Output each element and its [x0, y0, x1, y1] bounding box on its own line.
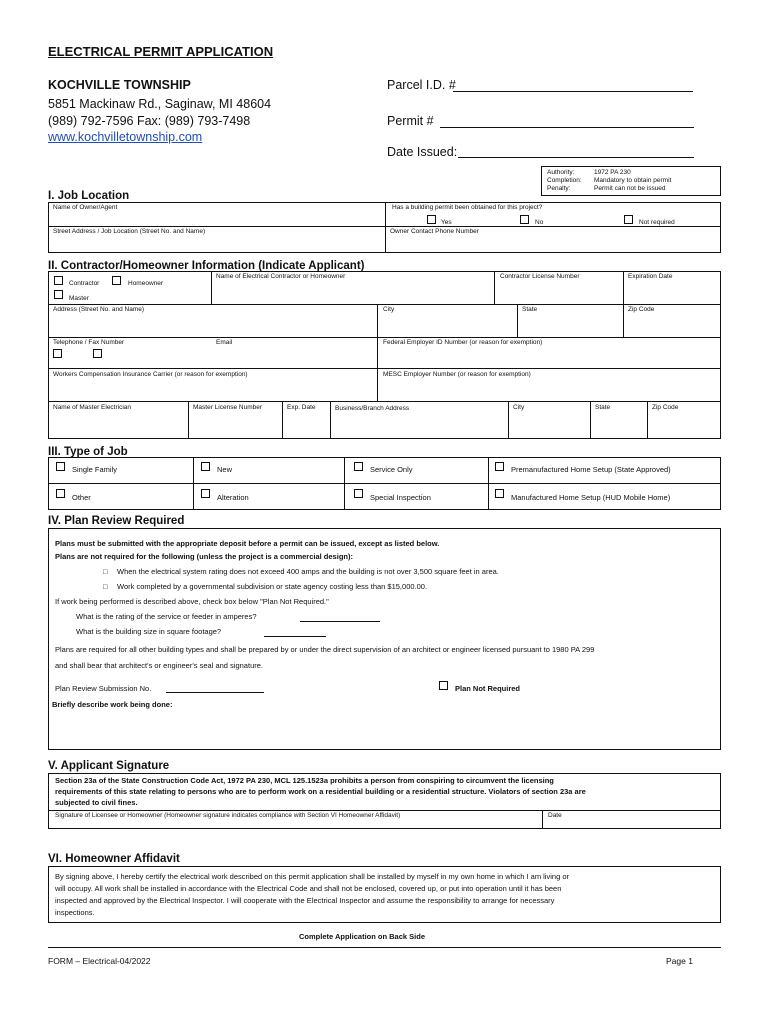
form-title: ELECTRICAL PERMIT APPLICATION [48, 44, 274, 59]
street-address-label: Street Address / Job Location (Street No. and Name) [53, 228, 206, 235]
homeowner-label: Homeowner [128, 280, 164, 287]
building-permit-question: Has a building permit been obtained for this project? [392, 204, 543, 211]
authority-value: 1972 PA 230 [594, 169, 631, 176]
signature-date-label: Date [548, 812, 562, 819]
township-phone-fax: (989) 792-7596 Fax: (989) 793-7498 [48, 114, 251, 128]
homeowner-checkbox[interactable] [112, 276, 121, 285]
master-label: Master [69, 295, 89, 302]
township-address: 5851 Mackinaw Rd., Saginaw, MI 48604 [48, 97, 272, 111]
master-city-label: City [513, 404, 525, 411]
contractor-name-label: Name of Electrical Contractor or Homeowner [216, 273, 346, 280]
amperes-question: What is the rating of the service or feeder in amperes? [76, 612, 257, 621]
contractor-state-label: State [522, 306, 538, 313]
authority-label: Authority: [547, 169, 575, 176]
owner-agent-label: Name of Owner/Agent [53, 204, 118, 211]
amperes-field[interactable] [300, 621, 380, 622]
signature-text-line3: subjected to civil fines. [55, 798, 138, 807]
affidavit-line1: By signing above, I hereby certify the electrical work described on this permit application shall be installed by myself in my own home in which I am living or [55, 872, 569, 881]
master-state-label: State [595, 404, 611, 411]
township-website-link[interactable]: www.kochvilletownship.com [48, 130, 203, 144]
contractor-table [48, 271, 721, 439]
federal-id-label: Federal Employer ID Number (or reason for exemption) [383, 339, 543, 346]
email-label: Email [216, 339, 233, 346]
plan-review-item2: Work completed by a governmental subdivision or state agency costing less than $15,000.00. [117, 582, 428, 591]
building-permit-yes-label: Yes [441, 219, 452, 226]
single-family-label: Single Family [72, 465, 118, 474]
affidavit-line3: inspected and approved by the Electrical Inspector. I will cooperate with the Electrical Inspector and assume the responsibility to arrange for necessary [55, 896, 555, 905]
footer-page-number: Page 1 [666, 956, 693, 966]
submission-number-field[interactable] [166, 692, 264, 693]
plan-not-required-checkbox[interactable] [439, 681, 448, 690]
plan-review-line1: Plans must be submitted with the appropriate deposit before a permit can be issued, except as listed below. [55, 539, 440, 548]
plan-review-bullet2: □ [103, 582, 108, 591]
complete-back-side-note: Complete Application on Back Side [299, 932, 425, 941]
permit-number-label: Permit # [387, 114, 434, 128]
business-address-label: Business/Branch Address [335, 405, 410, 412]
master-checkbox[interactable] [54, 290, 63, 299]
building-permit-not-required-label: Not required [639, 219, 675, 226]
contractor-zip-label: Zip Code [628, 306, 655, 313]
building-permit-not-required-checkbox[interactable] [624, 215, 633, 224]
penalty-value: Permit can not be issued [594, 185, 666, 192]
parcel-id-label: Parcel I.D. # [387, 78, 456, 92]
contractor-address-label: Address (Street No. and Name) [53, 306, 145, 313]
date-issued-label: Date Issued: [387, 145, 458, 159]
premanufactured-checkbox[interactable] [495, 462, 504, 471]
contractor-city-label: City [383, 306, 395, 313]
penalty-label: Penalty: [547, 185, 571, 192]
permit-number-field[interactable] [440, 127, 694, 128]
section-job-location-heading: I. Job Location [48, 190, 130, 202]
section-contractor-heading: II. Contractor/Homeowner Information (Indicate Applicant) [48, 260, 365, 272]
service-only-label: Service Only [370, 465, 413, 474]
section-plan-review-heading: IV. Plan Review Required [48, 515, 185, 527]
service-only-checkbox[interactable] [354, 462, 363, 471]
new-checkbox[interactable] [201, 462, 210, 471]
fax-checkbox[interactable] [93, 349, 102, 358]
premanufactured-label: Premanufactured Home Setup (State Approved) [511, 465, 671, 474]
special-inspection-label: Special Inspection [370, 493, 431, 502]
plan-not-required-label: Plan Not Required [455, 684, 521, 693]
master-zip-label: Zip Code [652, 404, 679, 411]
mesc-label: MESC Employer Number (or reason for exemption) [383, 371, 531, 378]
master-electrician-label: Name of Master Electrician [53, 404, 132, 411]
owner-phone-label: Owner Contact Phone Number [390, 228, 479, 235]
master-exp-date-label: Exp. Date [287, 404, 316, 411]
affidavit-line4: inspections. [55, 908, 95, 917]
parcel-id-field[interactable] [453, 91, 693, 92]
completion-value: Mandatory to obtain permit [594, 177, 672, 184]
plan-review-item1: When the electrical system rating does not exceed 400 amps and the building is not over 3,500 square feet in area. [117, 567, 499, 576]
plan-review-line2: Plans are not required for the following (unless the project is a commercial design): [55, 552, 353, 561]
date-issued-field[interactable] [458, 157, 694, 158]
contractor-license-label: Contractor License Number [500, 273, 580, 280]
master-license-label: Master License Number [193, 404, 262, 411]
expiration-date-label: Expiration Date [628, 273, 673, 280]
plan-review-line4: Plans are required for all other building types and shall be prepared by or under the direct supervision of an architect or engineer licensed pursuant to 1980 PA 299 [55, 645, 595, 654]
single-family-checkbox[interactable] [56, 462, 65, 471]
manufactured-label: Manufactured Home Setup (HUD Mobile Home) [511, 493, 671, 502]
completion-label: Completion: [547, 177, 582, 184]
plan-review-line5: and shall bear that architect's or engineer's seal and signature. [55, 661, 263, 670]
township-name: KOCHVILLE TOWNSHIP [48, 78, 191, 92]
submission-number-label: Plan Review Submission No. [55, 684, 152, 693]
signature-text-line2: requirements of this state relating to persons who are to perform work on a residential building or a residential structure. Violators of section 23a are [55, 787, 586, 796]
telephone-checkbox[interactable] [53, 349, 62, 358]
affidavit-line2: will occupy. All work shall be installed in accordance with the Electrical Code and shall not be enclosed, covered up, or put into operation until it has been [55, 884, 562, 893]
signature-text-line1: Section 23a of the State Construction Code Act, 1972 PA 230, MCL 125.1523a prohibits a person from conspiring to circumvent the licensing [55, 776, 554, 785]
workers-comp-label: Workers Compensation Insurance Carrier (or reason for exemption) [53, 371, 248, 378]
section-affidavit-heading: VI. Homeowner Affidavit [48, 853, 180, 865]
other-checkbox[interactable] [56, 489, 65, 498]
other-label: Other [72, 493, 91, 502]
square-footage-question: What is the building size in square footage? [76, 627, 222, 636]
new-label: New [217, 465, 233, 474]
building-permit-no-checkbox[interactable] [520, 215, 529, 224]
describe-work-label: Briefly describe work being done: [52, 700, 173, 709]
building-permit-no-label: No [535, 219, 544, 226]
contractor-label: Contractor [69, 280, 100, 287]
special-inspection-checkbox[interactable] [354, 489, 363, 498]
footer-form-number: FORM – Electrical-04/2022 [48, 956, 151, 966]
footer-divider [48, 947, 721, 948]
contractor-checkbox[interactable] [54, 276, 63, 285]
manufactured-checkbox[interactable] [495, 489, 504, 498]
alteration-label: Alteration [217, 493, 249, 502]
plan-review-bullet1: □ [103, 567, 108, 576]
building-permit-yes-checkbox[interactable] [427, 215, 436, 224]
square-footage-field[interactable] [264, 636, 326, 637]
section-job-type-heading: III. Type of Job [48, 446, 128, 458]
telephone-fax-label: Telephone / Fax Number [53, 339, 125, 346]
plan-review-line3: If work being performed is described above, check box below "Plan Not Required." [55, 597, 329, 606]
signature-label: Signature of Licensee or Homeowner (Homeowner signature indicates compliance with Section VI Homeowner Affidavit) [55, 812, 401, 819]
alteration-checkbox[interactable] [201, 489, 210, 498]
section-signature-heading: V. Applicant Signature [48, 760, 170, 772]
